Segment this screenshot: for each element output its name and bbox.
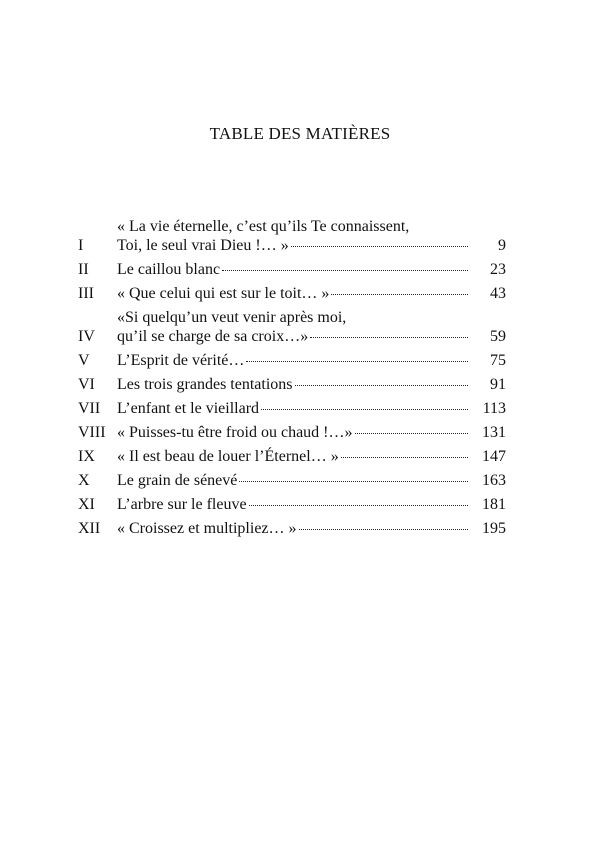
toc-entry	[78, 519, 506, 538]
toc-entry	[78, 399, 506, 418]
dot-leader	[310, 336, 468, 338]
chapter-title-row	[117, 495, 506, 514]
toc-entry	[78, 495, 506, 514]
page-number: 147	[482, 448, 506, 465]
chapter-title: Le grain de sénevé	[117, 472, 238, 489]
chapter-number: V	[78, 352, 90, 369]
entry-body	[117, 217, 506, 255]
entry-body	[117, 399, 506, 418]
entry-body	[117, 260, 506, 279]
entry-body	[117, 519, 506, 538]
chapter-title-row	[117, 236, 506, 255]
page-number: 113	[482, 400, 506, 417]
chapter-title-row	[117, 447, 506, 466]
dot-leader	[239, 480, 468, 482]
entry-body	[117, 284, 506, 303]
chapter-title: qu’il se charge de sa croix…»	[117, 328, 309, 345]
page-number: 181	[482, 496, 506, 513]
entry-body	[117, 375, 506, 394]
chapter-title-row	[117, 375, 506, 394]
chapter-title: « Croissez et multipliez… »	[117, 520, 297, 537]
chapter-title: L’enfant et le vieillard	[117, 400, 260, 417]
toc-entry	[78, 375, 506, 394]
toc-entry	[78, 351, 506, 370]
toc-entry	[78, 308, 506, 346]
chapter-title: Toi, le seul vrai Dieu !… »	[117, 237, 289, 254]
chapter-title-row	[117, 399, 506, 418]
dot-leader	[331, 293, 468, 295]
entry-body	[117, 495, 506, 514]
toc-entry	[78, 447, 506, 466]
chapter-number: X	[78, 472, 90, 489]
chapter-title-row	[117, 284, 506, 303]
page-number: 131	[482, 424, 506, 441]
chapter-number: II	[78, 261, 89, 278]
dot-leader	[222, 269, 468, 271]
table-of-contents	[78, 217, 506, 543]
chapter-title: L’Esprit de vérité…	[117, 352, 245, 369]
chapter-title-line: « La vie éternelle, c’est qu’ils Te connaissent,	[117, 218, 410, 235]
dot-leader	[261, 408, 468, 410]
chapter-title-row	[117, 327, 506, 346]
chapter-title-line: «Si quelqu’un veut venir après moi,	[117, 309, 347, 326]
toc-entry	[78, 284, 506, 303]
page-number: 163	[482, 472, 506, 489]
page-number: 9	[498, 237, 506, 254]
dot-leader	[299, 528, 468, 530]
entry-body	[117, 308, 506, 346]
toc-entry	[78, 217, 506, 255]
page-number: 75	[490, 352, 506, 369]
chapter-title-row	[117, 351, 506, 370]
page-number: 23	[490, 261, 506, 278]
chapter-title-row	[117, 519, 506, 538]
page-number: 195	[482, 520, 506, 537]
chapter-title-row	[117, 471, 506, 490]
page-title: TABLE DES MATIÈRES	[209, 124, 391, 143]
dot-leader	[295, 384, 468, 386]
chapter-title: « Que celui qui est sur le toit… »	[117, 285, 330, 302]
chapter-title: Les trois grandes tentations	[117, 376, 293, 393]
page-number: 91	[490, 376, 506, 393]
dot-leader	[246, 360, 468, 362]
chapter-number: VIII	[78, 424, 106, 441]
chapter-number: I	[78, 237, 84, 254]
toc-entry	[78, 471, 506, 490]
chapter-number: XI	[78, 496, 95, 513]
page-number: 43	[490, 285, 506, 302]
chapter-title: « Puisses-tu être froid ou chaud !…»	[117, 424, 353, 441]
chapter-number: VII	[78, 400, 101, 417]
chapter-number: IV	[78, 328, 95, 345]
chapter-number: XII	[78, 520, 101, 537]
entry-body	[117, 351, 506, 370]
dot-leader	[249, 504, 468, 506]
dot-leader	[291, 245, 468, 247]
chapter-number: III	[78, 285, 94, 302]
dot-leader	[341, 456, 468, 458]
entry-body	[117, 471, 506, 490]
toc-entry	[78, 260, 506, 279]
chapter-title: L’arbre sur le fleuve	[117, 496, 247, 513]
chapter-number: VI	[78, 376, 95, 393]
page-number: 59	[490, 328, 506, 345]
entry-body	[117, 447, 506, 466]
toc-entry	[78, 423, 506, 442]
chapter-title: « Il est beau de louer l’Éternel… »	[117, 448, 339, 465]
entry-body	[117, 423, 506, 442]
dot-leader	[355, 432, 468, 434]
chapter-number: IX	[78, 448, 95, 465]
chapter-title: Le caillou blanc	[117, 261, 221, 278]
chapter-title-row	[117, 423, 506, 442]
chapter-title-row	[117, 260, 506, 279]
